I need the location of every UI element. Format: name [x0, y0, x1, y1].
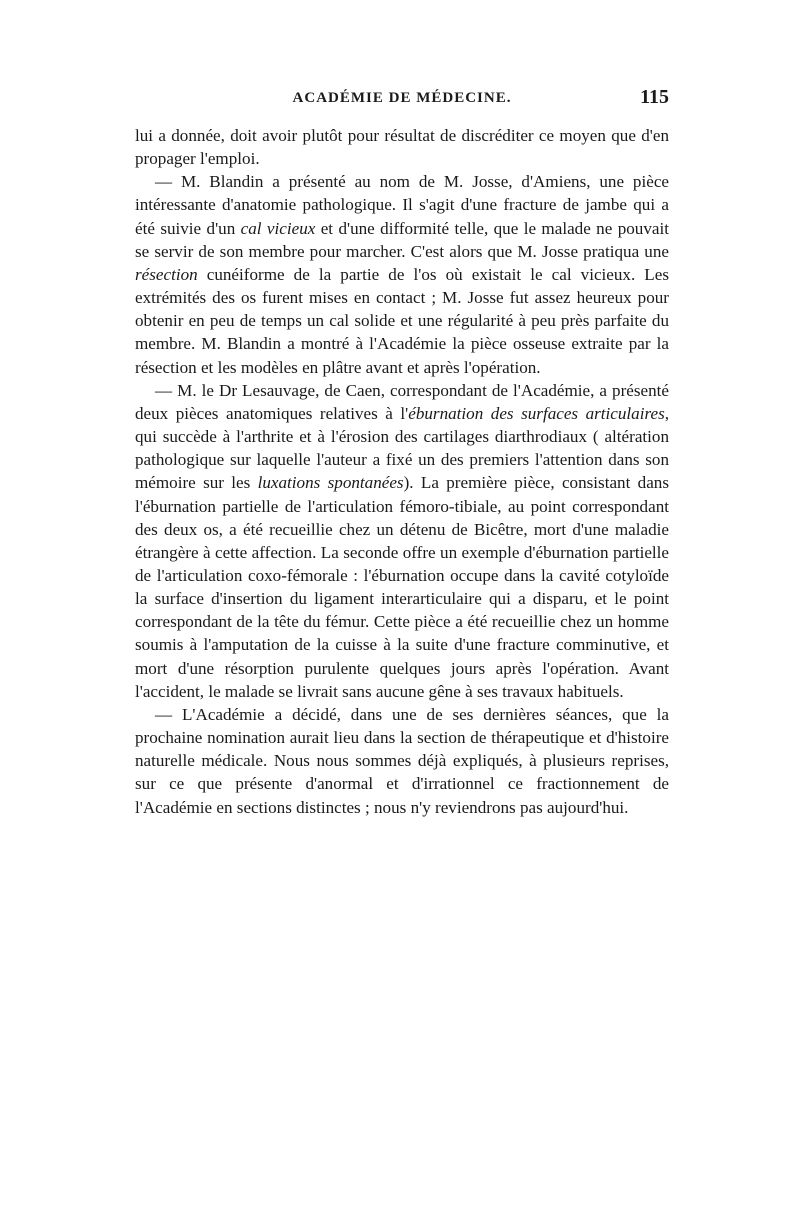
text-segment: — M. Blandin a présenté au nom de M. Josse, d'Amiens, une pièce intéressante d'anatomie pathologique. Il s'agit d'une fracture de jambe qui a été suivie d'un [135, 172, 669, 238]
text-segment: lui a donnée, doit avoir plutôt pour résultat de discréditer ce moyen que d'en propager l'emploi. [135, 126, 669, 169]
paragraph-academie-nomination [135, 703, 669, 819]
body-text [135, 124, 669, 819]
text-segment: — M. le Dr Lesauvage, de Caen, correspondant de l'Académie, a présenté deux pièces anatomiques relatives à l' [135, 380, 669, 423]
book-page [135, 86, 670, 819]
italic-term: résection [135, 264, 198, 284]
text-segment: ). La première pièce, consistant dans l'éburnation partielle de l'articulation fémoro-tibiale, au point correspondant des deux os, a été recueillie chez un détenu de Bicêtre, mort d'une maladie étrangère à cette affection. La seconde offre un exemple d'éburnation partielle de l'articulation coxo-fémorale : l'éburnation occupe dans la cavité cotyloïde la surface d'insertion du ligament interarticulaire qui a disparu, et le point correspondant de la tête du fémur. Cette pièce a été recueillie chez un homme soumis à l'amputation de la cuisse à la suite d'une fracture comminutive, et mort d'une résorption purulente quelques jours après l'opération. Avant l'accident, le malade se livrait sans aucune gêne à ses travaux habituels. [135, 473, 669, 701]
text-segment: cunéiforme de la partie de l'os où existait le cal vicieux. Les extrémités des os furent mises en contact ; M. Josse fut assez heureux pour obtenir en peu de temps un cal solide et une régularité à peu près parfaite du membre. M. Blandin a montré à l'Académie la pièce osseuse extraite par la résection et les modèles en plâtre avant et après l'opération. [135, 264, 669, 377]
text-segment: et d'une difformité telle, que le malade ne pouvait se servir de son membre pour marcher. C'est alors que M. Josse pratiqua une [135, 218, 669, 261]
italic-term: cal vicieux [240, 218, 316, 238]
text-segment: — L'Académie a décidé, dans une de ses dernières séances, que la prochaine nomination aurait lieu dans la section de thérapeutique et d'histoire naturelle médicale. Nous nous sommes déjà expliqués, à plusieurs reprises, sur ce que présente d'anormal et d'irrationnel ce fractionnement de l'Académie en sections distinctes ; nous n'y reviendrons pas aujourd'hui. [135, 704, 669, 817]
paragraph-continuation [135, 124, 669, 170]
paragraph-blandin-josse [135, 170, 669, 378]
text-segment: , qui succède à l'arthrite et à l'érosion des cartilages diarthrodiaux ( altération pathologique sur laquelle l'auteur a fixé un des premiers l'attention dans son mémoire sur les [135, 403, 670, 493]
running-title: ACADÉMIE DE MÉDECINE. [292, 90, 512, 106]
italic-term: éburnation des surfaces articulaires [408, 403, 665, 423]
page-number: 115 [640, 86, 669, 108]
running-head [135, 86, 669, 124]
italic-term: luxations spontanées [257, 473, 404, 493]
paragraph-lesauvage [135, 379, 669, 703]
